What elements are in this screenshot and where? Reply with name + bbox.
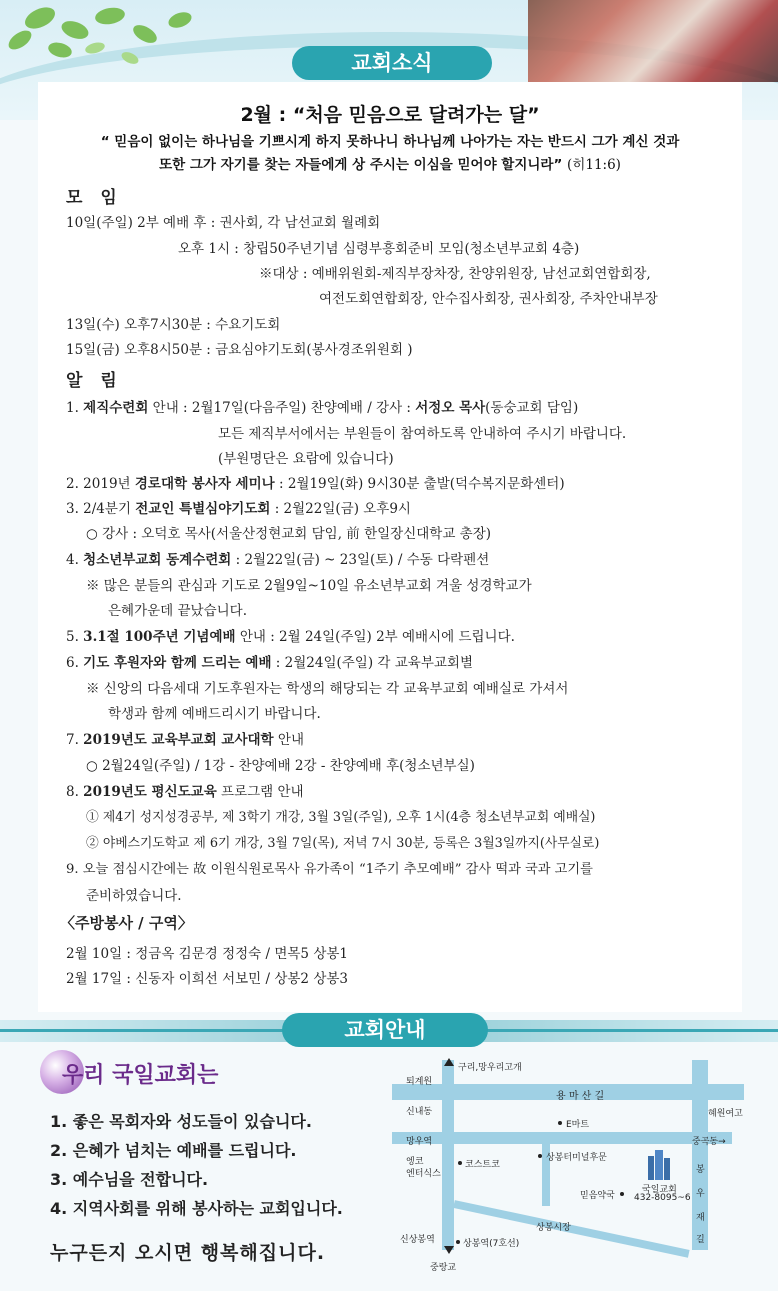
map-label-sangbong7: 상봉역(7호선) xyxy=(463,1239,520,1249)
map-label-bong1: 봉 xyxy=(696,1165,705,1175)
promo-item: 4. 지역사회를 위해 봉사하는 교회입니다. xyxy=(50,1199,343,1218)
map-label-phone: 432-8095~6 xyxy=(634,1193,691,1203)
leaves-illustration xyxy=(0,0,230,80)
service-line: 2월 10일 : 정금옥 김문경 정정숙 / 면목5 상봉1 xyxy=(66,946,348,962)
notice-7: 7. 2019년도 교육부교회 교사대학 안내 xyxy=(66,732,304,748)
promo-closing: 누구든지 오시면 행복해집니다. xyxy=(50,1242,326,1264)
notice-8: 8. 2019년도 평신도교육 프로그램 안내 xyxy=(66,784,304,800)
notice-4: 4. 청소년부교회 동계수련회 : 2월22일(금) ~ 23일(토) / 수동 다락펜션 xyxy=(66,552,490,568)
road-terminal xyxy=(542,1136,550,1206)
notice-3-detail: ○ 강사 : 오덕호 목사(서울산정현교회 담임, 前 한일장신대학교 총장) xyxy=(86,526,492,542)
arrow-down-icon xyxy=(444,1242,454,1254)
promo-item: 1. 좋은 목회자와 성도들이 있습니다. xyxy=(50,1112,312,1131)
notice-6-detail: ※ 신앙의 다음세대 기도후원자는 학생의 해당되는 각 교육부교회 예배실로 가셔서 xyxy=(86,681,569,697)
dot-icon xyxy=(458,1161,462,1165)
meeting-line: 10일(주일) 2부 예배 후 : 권사회, 각 남선교회 월례회 xyxy=(66,215,381,231)
meeting-line: ※대상 : 예배위원회-제직부장차장, 찬양위원장, 남선교회연합회장, xyxy=(259,266,651,282)
map-label-mangwoo: 망우역 xyxy=(406,1137,433,1147)
notice-2: 2. 2019년 경로대학 봉사자 세미나 : 2월19일(화) 9시30분 출발(덕수복지문화센터) xyxy=(66,476,565,492)
promo-item: 3. 예수님을 전합니다. xyxy=(50,1170,209,1189)
map-label-terminal: 상봉터미널후문 xyxy=(546,1153,607,1163)
notice-7-detail: ○ 2월24일(주일) / 1강 - 찬양예배 2강 - 찬양예배 후(청소년부실) xyxy=(86,758,475,774)
verse-reference: (히11:6) xyxy=(567,157,621,173)
service-line: 2월 17일 : 신동자 이희선 서보민 / 상봉2 상봉3 xyxy=(66,971,348,987)
month-title: 2월 : “처음 믿음으로 달려가는 달” xyxy=(240,104,540,126)
arrow-up-icon xyxy=(444,1058,454,1070)
verse-line-1: “ 믿음이 없이는 하나님을 기쁘시게 하지 못하나니 하나님께 나아가는 자는 반드시 그가 계신 것과 xyxy=(100,134,680,150)
promo-item: 2. 은혜가 넘치는 예배를 드립니다. xyxy=(50,1141,297,1160)
news-section-label: 교회소식 xyxy=(292,46,492,80)
map-label-junghwa: 중랑교 xyxy=(430,1263,457,1273)
notice-8-detail: ① 제4기 성지성경공부, 제 3학기 개강, 3월 3일(주일), 오후 1시(4층 청소년부교회 예배실) xyxy=(86,810,596,825)
map-label-sinnaedong: 신내동 xyxy=(406,1107,433,1117)
map-label-costco: 코스트코 xyxy=(465,1160,500,1170)
map-label-junggok: 중곡동→ xyxy=(692,1137,726,1147)
notice-4-detail: ※ 많은 분들의 관심과 기도로 2월9일~10일 유소년부교회 겨울 성경학교가 xyxy=(86,578,532,594)
church-location-map xyxy=(392,1050,764,1280)
map-label-bong4: 길 xyxy=(696,1235,705,1245)
map-label-hyewon: 혜원여고 xyxy=(708,1109,743,1119)
map-label-toegyewon: 퇴계원 xyxy=(406,1077,433,1087)
map-label-sangbongmarket: 상봉시장 xyxy=(536,1223,571,1233)
road-vertical-left xyxy=(442,1060,454,1250)
notice-1-detail: (부원명단은 요람에 있습니다) xyxy=(218,451,394,467)
notice-5: 5. 3.1절 100주년 기념예배 안내 : 2월 24일(주일) 2부 예배시에 드립니다. xyxy=(66,629,515,645)
promo-title: 우리 국일교회는 xyxy=(62,1063,219,1088)
choir-photo xyxy=(528,0,778,82)
dot-icon xyxy=(456,1240,460,1244)
notices-heading: 알 림 xyxy=(66,371,123,391)
notice-1-detail: 모든 제직부서에서는 부원들이 참여하도록 안내하여 주시기 바랍니다. xyxy=(218,426,627,442)
guide-section-label: 교회안내 xyxy=(282,1013,488,1047)
map-label-engcho: 엥코 xyxy=(406,1157,424,1167)
map-label-sinsangbong: 신상봉역 xyxy=(400,1235,435,1245)
service-heading: 〈주방봉사 / 구역〉 xyxy=(60,914,193,932)
map-label-bong2: 우 xyxy=(696,1189,705,1199)
notice-8-detail: ② 야베스기도학교 제 6기 개강, 3월 7일(목), 저녁 7시 30분, 등록은 3월3일까지(사무실로) xyxy=(86,836,600,851)
church-building-icon xyxy=(646,1150,672,1180)
map-label-entex: 엔터식스 xyxy=(406,1169,441,1179)
meeting-line: 오후 1시 : 창립50주년기념 심령부흥회준비 모임(청소년부교회 4층) xyxy=(178,241,580,257)
map-label-guri: 구리,망우리고개 xyxy=(458,1063,522,1073)
meeting-line: 15일(금) 오후8시50분 : 금요심야기도회(봉사경조위원회 ) xyxy=(66,342,413,358)
notice-6-detail: 학생과 함께 예배드리시기 바랍니다. xyxy=(108,706,321,722)
notice-9-detail: 준비하였습니다. xyxy=(86,888,182,904)
meetings-heading: 모 임 xyxy=(66,188,123,208)
meeting-line: 13일(수) 오후7시30분 : 수요기도회 xyxy=(66,317,281,333)
verse-line-2: 또한 그가 자기를 찾는 자들에게 상 주시는 이심을 믿어야 할지니라” (히11:6) xyxy=(159,157,621,173)
map-label-pharmacy: 믿음약국 xyxy=(580,1191,615,1201)
map-label-emart: E마트 xyxy=(566,1120,590,1130)
notice-9: 9. 오늘 점심시간에는 故 이원식원로목사 유가족이 “1주기 추모예배” 감사 떡과 국과 고기를 xyxy=(66,862,593,877)
dot-icon xyxy=(620,1192,624,1196)
map-label-church: 국일교회 xyxy=(642,1185,677,1195)
dot-icon xyxy=(558,1121,562,1125)
map-label-bong3: 재 xyxy=(696,1213,705,1223)
notice-3: 3. 2/4분기 전교인 특별심야기도회 : 2월22일(금) 오후9시 xyxy=(66,501,411,517)
map-label-yongmasan: 용 마 산 길 xyxy=(556,1091,605,1102)
road-sangbong xyxy=(453,1200,689,1258)
meeting-line: 여전도회연합회장, 안수집사회장, 권사회장, 주차안내부장 xyxy=(319,291,658,307)
notice-6: 6. 기도 후원자와 함께 드리는 예배 : 2월24일(주일) 각 교육부교회별 xyxy=(66,655,473,671)
bible-verse xyxy=(58,131,722,177)
notice-1: 1. 제직수련회 안내 : 2월17일(다음주일) 찬양예배 / 강사 : 서정오 목사(동숭교회 담임) xyxy=(66,400,579,416)
dot-icon xyxy=(538,1154,542,1158)
notice-4-detail: 은혜가운데 끝났습니다. xyxy=(108,603,247,619)
